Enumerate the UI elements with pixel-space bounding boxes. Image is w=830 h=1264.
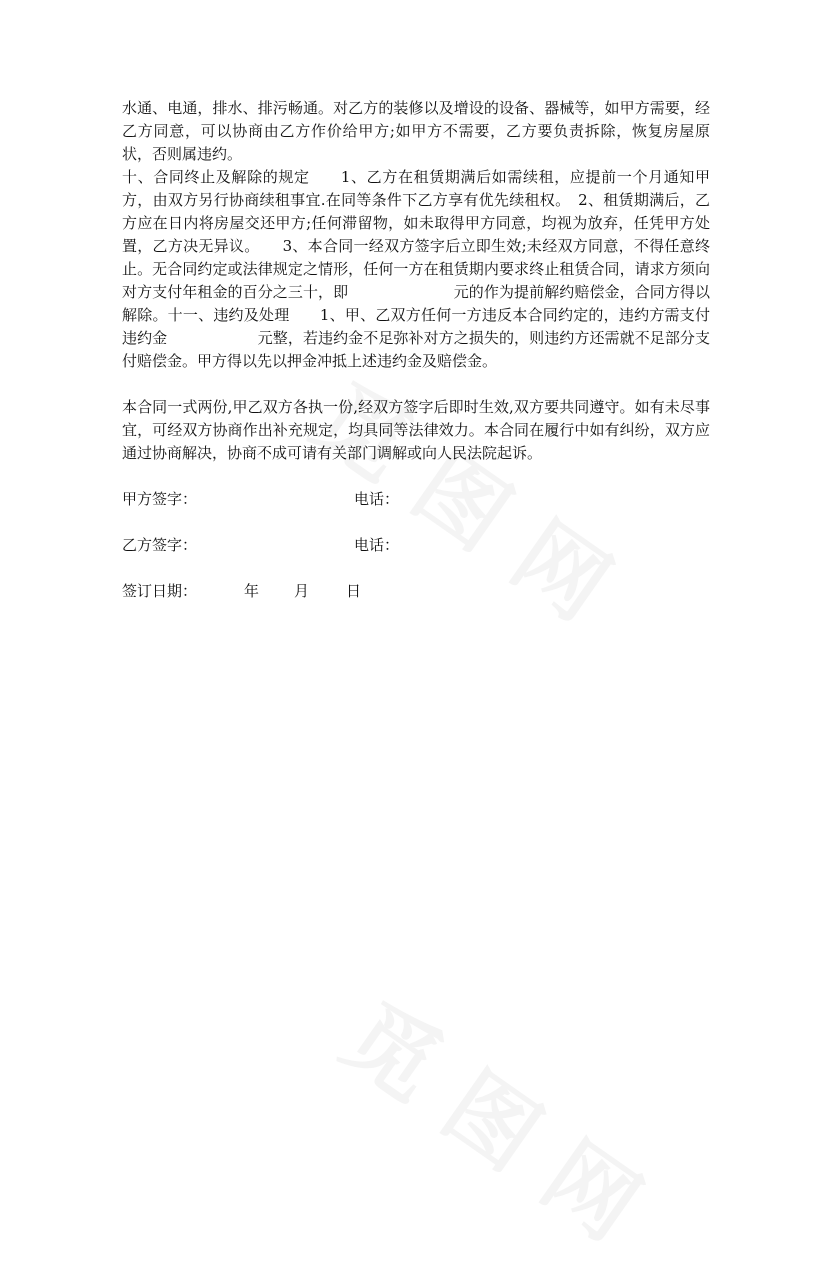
spacer	[122, 373, 710, 396]
clause-paragraph-termination: 十、合同终止及解除的规定 1、乙方在租赁期满后如需续租，应提前一个月通知甲方，由双方另行协商续租事宜.在同等条件下乙方享有优先续租权。 2、租赁期满后，乙方应在日内将房屋交还甲方;任何滞留物，如未取得甲方同意，均视为放弃，任凭甲方处置，乙方决无异议。 3、本合同一经双方签字后立即生效;未经双方同意，不得任意终止。无合同约定或法律规定之情形，任何一方在租赁期内要求终止租赁合同，请求方须向对方支付年租金的百分之三十，即 元的作为提前解约赔偿金，合同方得以解除。十一、违约及处理 1、甲、乙双方任何一方违反本合同约定的，违约方需支付违约金 元整，若违约金不足弥补对方之损失的，则违约方还需就不足部分支付赔偿金。甲方得以先以押金冲抵上述违约金及赔偿金。	[122, 168, 710, 370]
date-day: 日	[346, 582, 362, 600]
closing-paragraph: 本合同一式两份,甲乙双方各执一份,经双方签字后即时生效,双方要共同遵守。如有未尽事宜，可经双方协商作出补充规定，均具同等法律效力。本合同在履行中如有纠纷，双方应通过协商解决，协商不成可请有关部门调解或向人民法院起诉。	[122, 398, 710, 462]
party-b-signature-label: 乙方签字：	[122, 536, 198, 554]
party-a-signature-label: 甲方签字：	[122, 490, 198, 508]
party-b-phone-label: 电话：	[354, 536, 400, 554]
watermark	[323, 966, 670, 1263]
party-a-signature-row	[122, 488, 710, 511]
date-year: 年	[244, 582, 260, 600]
document-body	[122, 97, 710, 603]
party-b-signature-row	[122, 534, 710, 557]
signing-date-row	[122, 580, 710, 603]
party-a-phone-label: 电话：	[354, 490, 400, 508]
date-month: 月	[294, 582, 310, 600]
signing-date-label: 签订日期：	[122, 582, 198, 600]
clause-paragraph-renovation: 水通、电通，排水、排污畅通。对乙方的装修以及增设的设备、器械等，如甲方需要，经乙方同意，可以协商由乙方作价给甲方;如甲方不需要，乙方要负责拆除，恢复房屋原状，否则属违约。	[122, 99, 710, 163]
spacer	[122, 465, 710, 488]
